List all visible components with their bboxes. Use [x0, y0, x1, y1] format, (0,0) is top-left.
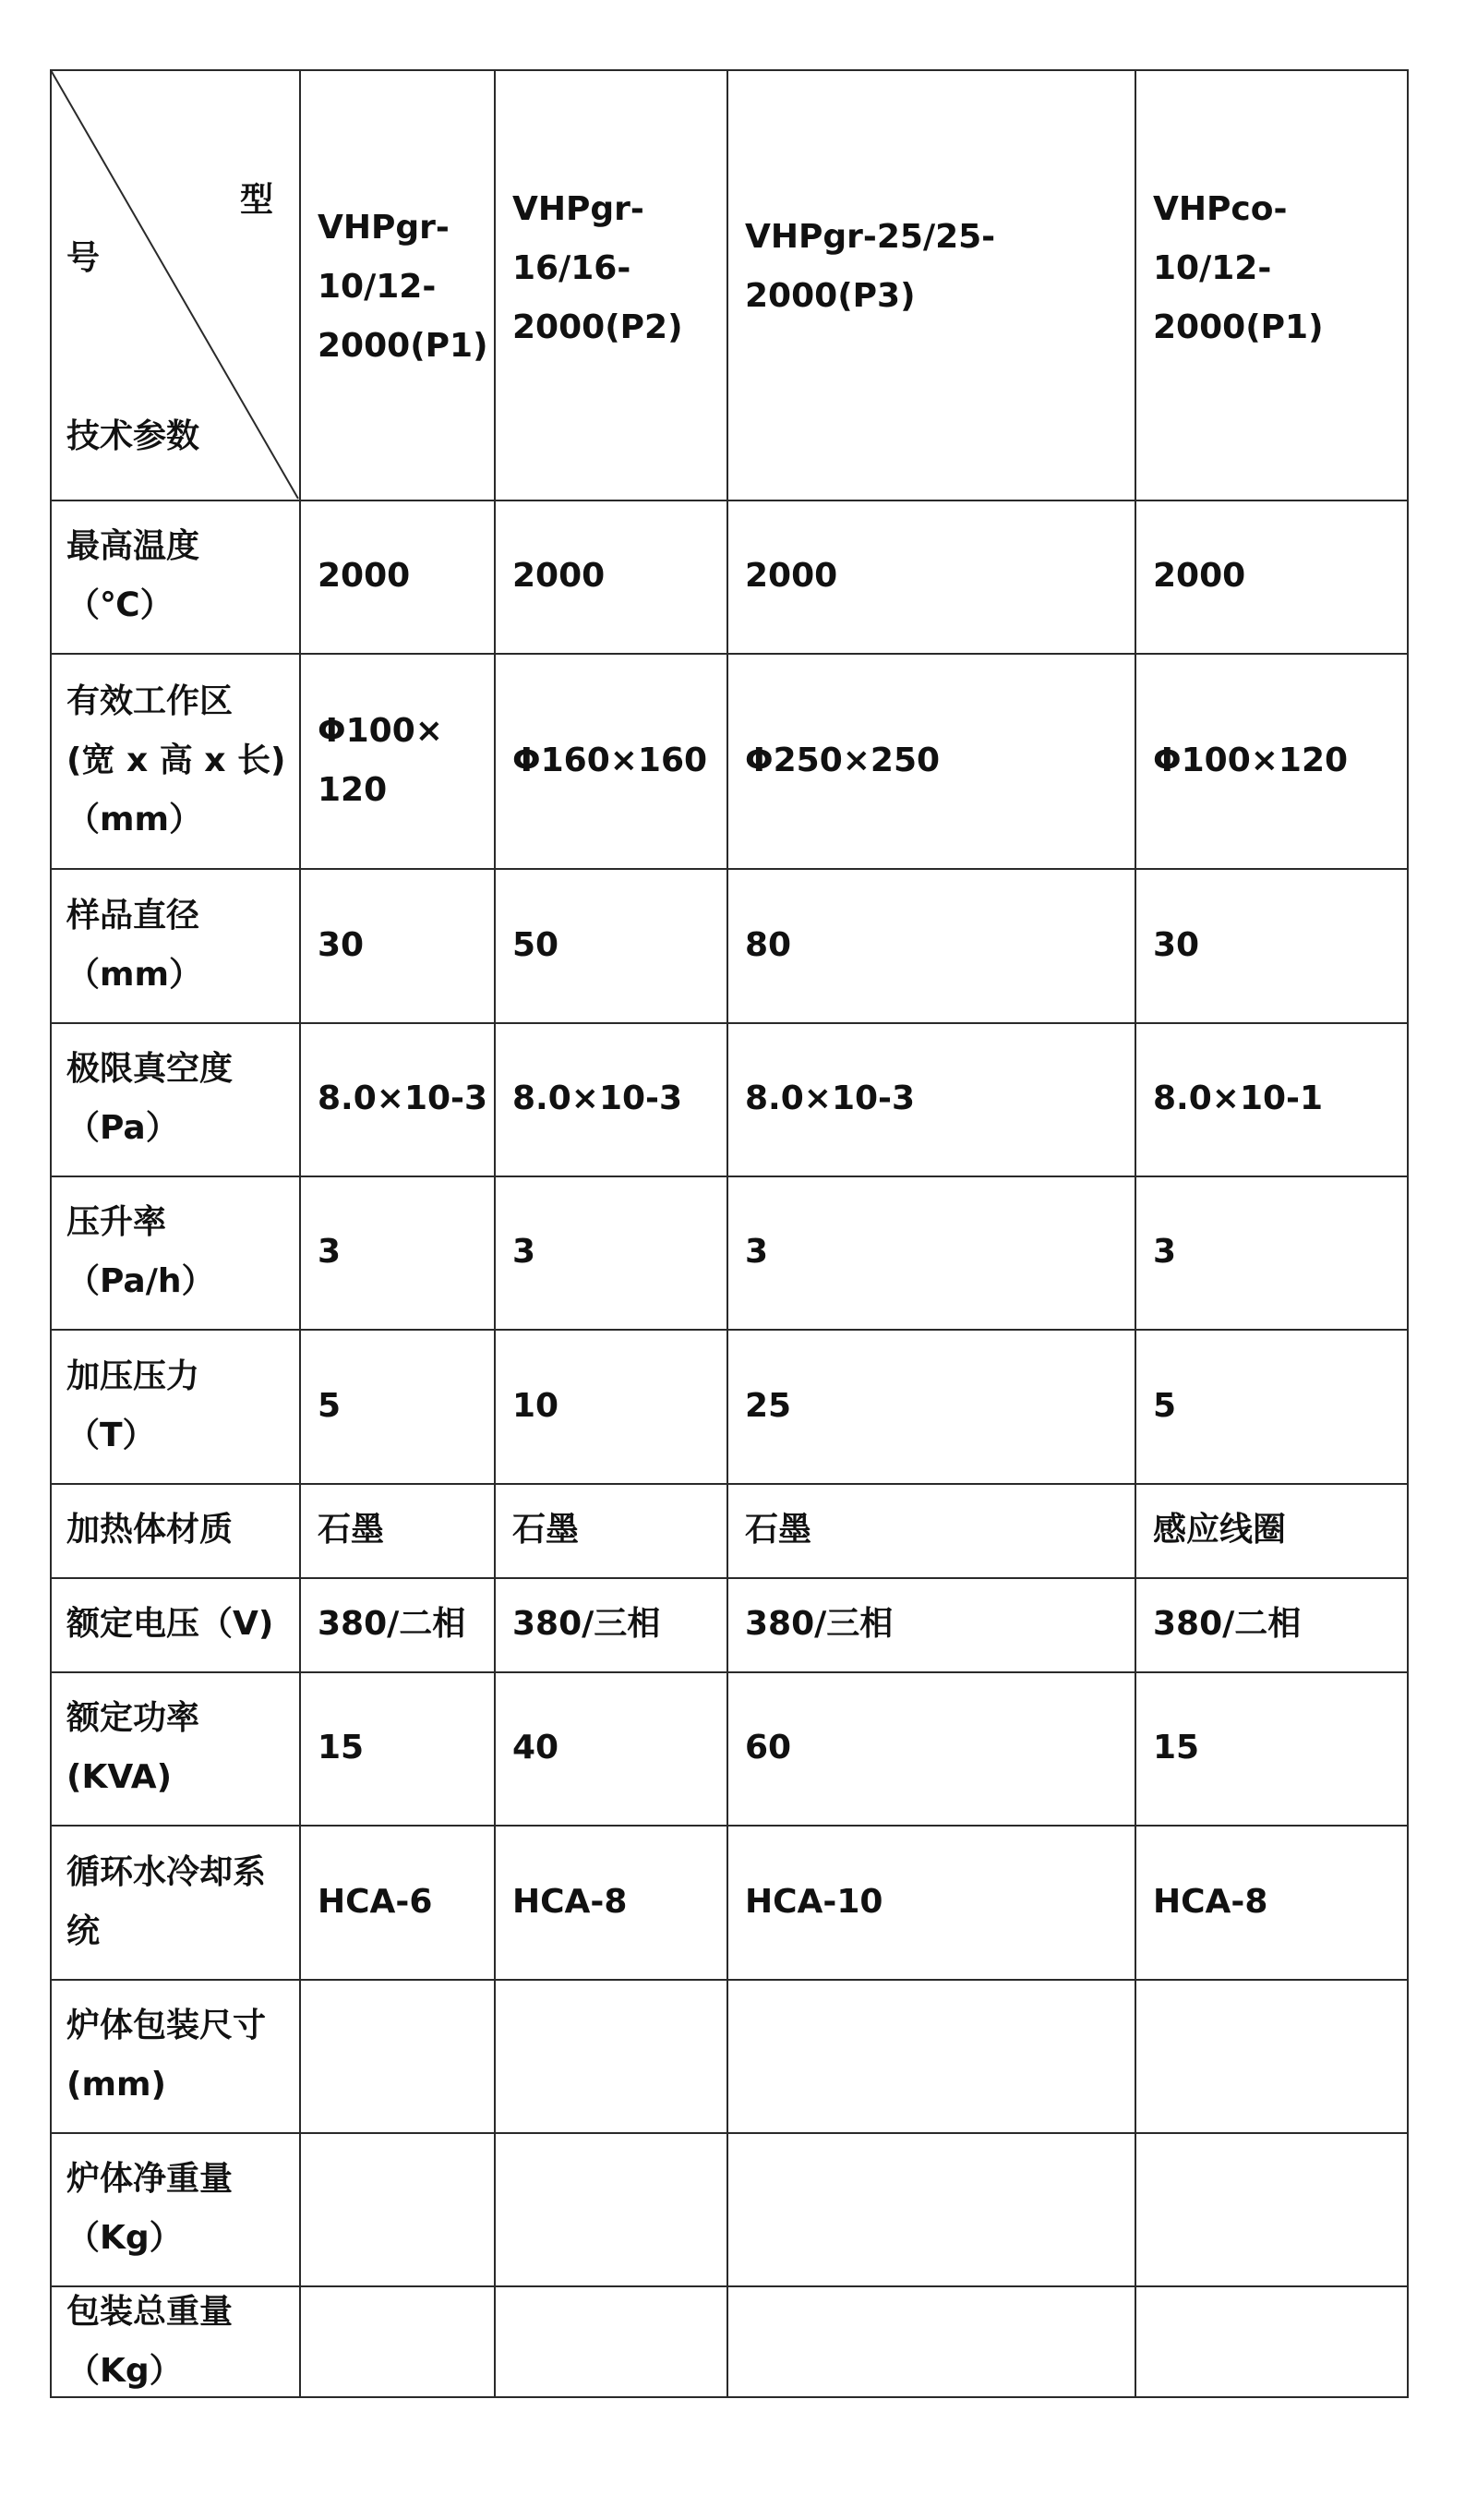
row-value — [726, 1979, 1135, 2132]
row-value: 5 — [1153, 1386, 1177, 1425]
row-label: 样品直径 （mm） — [66, 896, 203, 994]
row-value — [299, 2285, 494, 2398]
row-value: 2000 — [512, 557, 606, 595]
row-label: 包装总重量 （Kg） — [66, 2293, 234, 2390]
row-value: 5 — [318, 1386, 342, 1425]
row-value: HCA-8 — [512, 1882, 628, 1921]
row-value: 感应线圈 — [1153, 1511, 1287, 1549]
row-value: 40 — [512, 1729, 559, 1766]
row-label: 加压压力 （T） — [66, 1356, 200, 1454]
row-label: 额定电压（V) — [66, 1605, 274, 1643]
row-value: 30 — [318, 925, 365, 964]
row-label: 加热体材质 — [66, 1511, 234, 1549]
row-value: 50 — [512, 925, 559, 964]
row-value: 2000 — [318, 557, 411, 595]
row-value: Φ160×160 — [512, 741, 708, 779]
row-value: 380/三相 — [745, 1605, 894, 1643]
row-value: HCA-6 — [318, 1882, 433, 1921]
row-value: 3 — [745, 1233, 769, 1271]
row-label: 炉体包装尺寸 (mm) — [66, 2007, 267, 2104]
row-label: 最高温度 （℃） — [66, 527, 200, 624]
row-label: 炉体净重量 （Kg） — [66, 2160, 234, 2257]
row-value: 3 — [318, 1233, 342, 1271]
row-value: 8.0×10-3 — [512, 1079, 683, 1117]
row-value: 25 — [745, 1386, 792, 1425]
row-label: 极限真空度 （Pa） — [66, 1050, 234, 1147]
row-value: Φ100×120 — [1153, 741, 1349, 779]
row-value: 10 — [512, 1386, 559, 1425]
spec-table — [50, 69, 1409, 2398]
row-value: Φ250×250 — [745, 741, 941, 779]
corner-label-bottom: 技术参数 — [66, 417, 200, 455]
row-value: 石墨 — [745, 1511, 812, 1549]
row-value: 380/二相 — [318, 1605, 466, 1643]
row-value — [494, 1979, 726, 2132]
row-value: 8.0×10-3 — [318, 1079, 488, 1117]
row-value: 2000 — [745, 557, 838, 595]
corner-label-middle: 号 — [66, 239, 101, 277]
row-value — [1135, 1979, 1409, 2132]
row-value: 3 — [512, 1233, 536, 1271]
row-value — [299, 2132, 494, 2285]
model-header-4: VHPco- 10/12- 2000(P1) — [1153, 190, 1324, 346]
row-value: 30 — [1153, 925, 1200, 964]
row-value — [1135, 2285, 1409, 2398]
row-value: 8.0×10-1 — [1153, 1079, 1324, 1117]
row-label: 压升率 （Pa/h） — [66, 1203, 215, 1300]
row-value — [494, 2285, 726, 2398]
row-value: 15 — [318, 1729, 365, 1766]
row-value — [299, 1979, 494, 2132]
row-value: 3 — [1153, 1233, 1177, 1271]
row-value: 380/二相 — [1153, 1605, 1302, 1643]
row-label: 有效工作区 (宽 x 高 x 长) （mm） — [66, 681, 286, 838]
row-value: 80 — [745, 925, 792, 964]
model-header-1: VHPgr- 10/12- 2000(P1) — [318, 209, 488, 365]
model-header-3: VHPgr-25/25- 2000(P3) — [745, 218, 996, 315]
row-value: 8.0×10-3 — [745, 1079, 916, 1117]
row-value — [1135, 2132, 1409, 2285]
row-value: 15 — [1153, 1729, 1200, 1766]
row-value: 380/三相 — [512, 1605, 661, 1643]
row-value: HCA-8 — [1153, 1882, 1268, 1921]
row-value — [494, 2132, 726, 2285]
model-header-2: VHPgr- 16/16- 2000(P2) — [512, 190, 683, 346]
row-value: Φ100× 120 — [318, 711, 443, 809]
row-value: 2000 — [1153, 557, 1246, 595]
row-value: 石墨 — [512, 1511, 580, 1549]
corner-label-top: 型 — [240, 181, 274, 219]
row-value: 石墨 — [318, 1511, 385, 1549]
row-value — [726, 2132, 1135, 2285]
row-value: 60 — [745, 1729, 792, 1766]
row-label: 循环水冷却系 统 — [66, 1852, 267, 1950]
row-label: 额定功率 (KVA) — [66, 1699, 200, 1796]
row-value — [726, 2285, 1135, 2398]
row-value: HCA-10 — [745, 1882, 883, 1921]
